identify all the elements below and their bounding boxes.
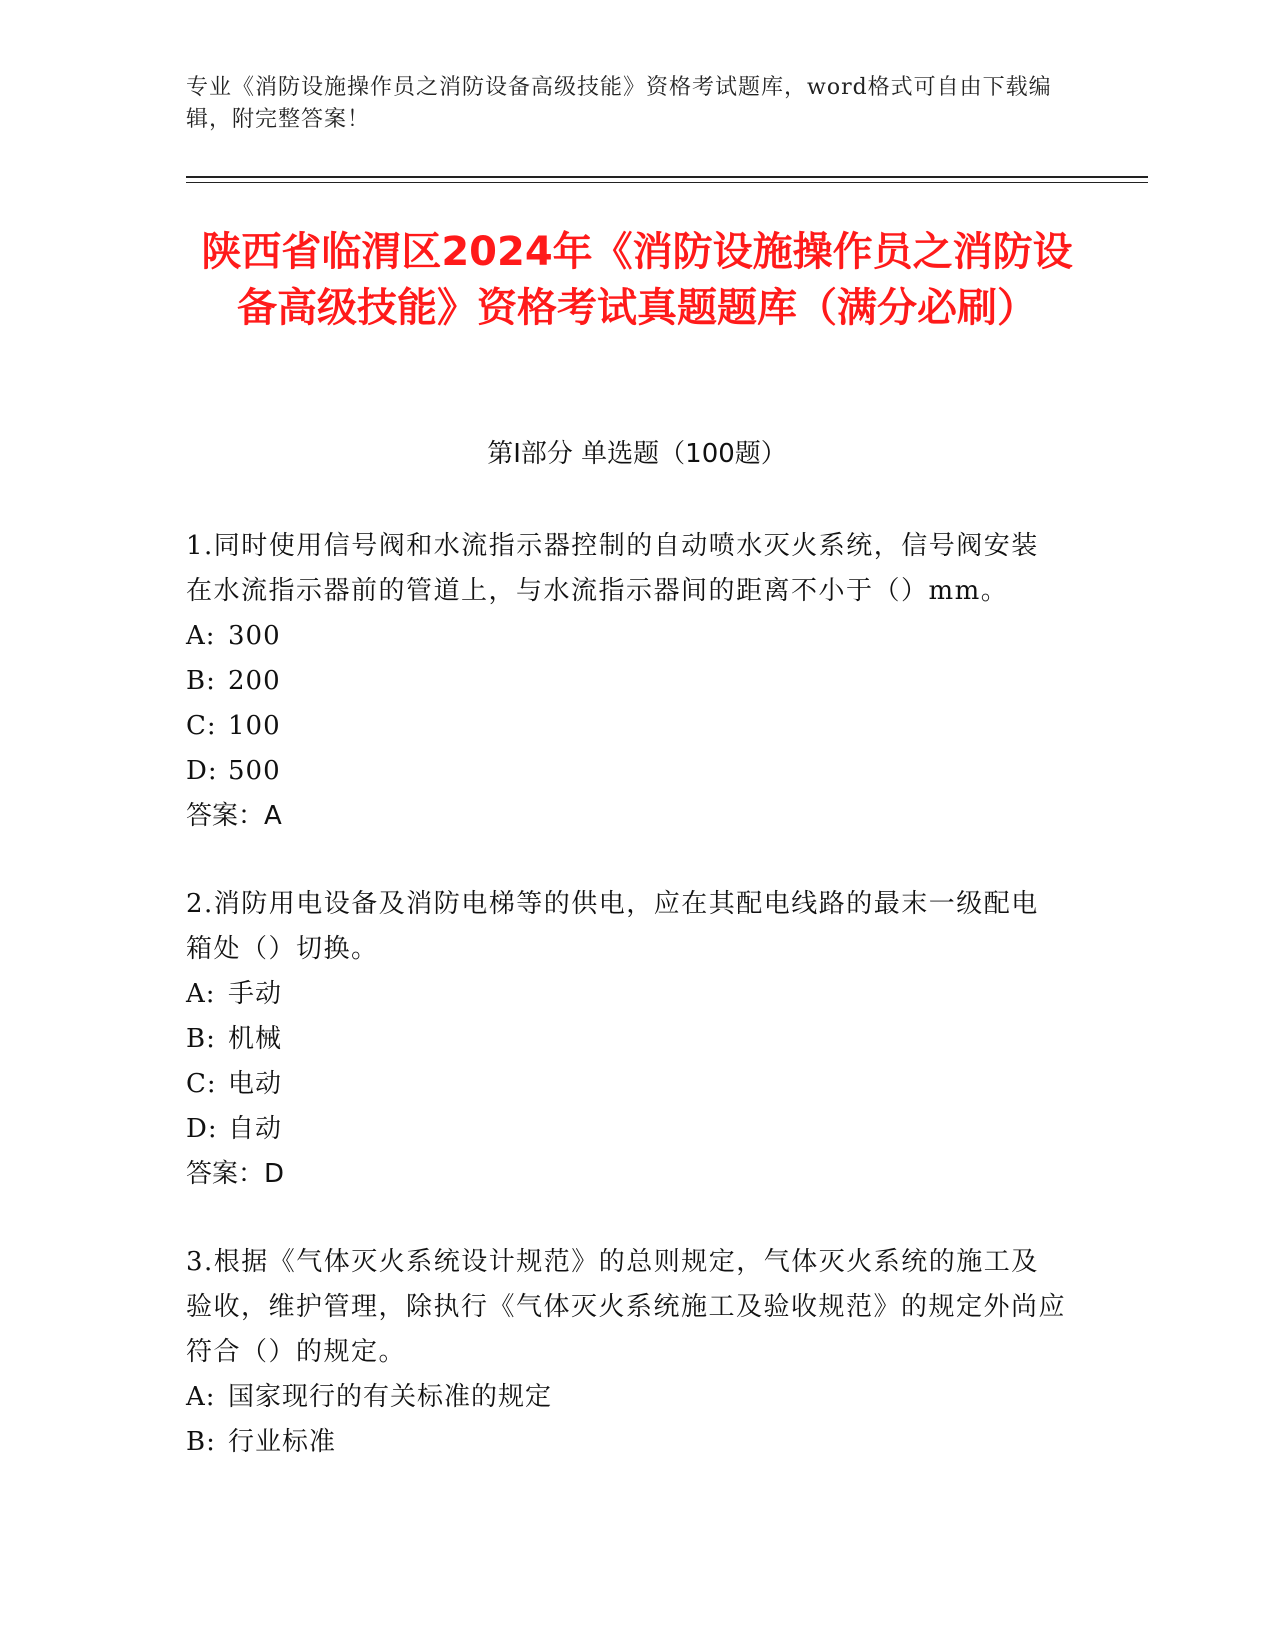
option-letter: C: <box>186 711 217 741</box>
answer-value: D <box>264 1159 285 1189</box>
option-text: 电动 <box>228 1069 283 1099</box>
option-letter: B: <box>186 1024 216 1054</box>
option-text: 100 <box>228 711 281 741</box>
option-text: 自动 <box>228 1114 283 1144</box>
question-list <box>186 524 1066 1508</box>
option-text: 机械 <box>228 1024 283 1054</box>
question-text: 1.同时使用信号阀和水流指示器控制的自动喷水灭火系统，信号阀安装在水流指示器前的管道上，与水流指示器间的距离不小于（）mm。 <box>186 531 1039 606</box>
answer-label: 答案： <box>186 801 265 831</box>
option-letter: A: <box>186 1382 216 1412</box>
answer-option <box>186 1017 1066 1062</box>
document-title: 陕西省临渭区2024年《消防设施操作员之消防设备高级技能》资格考试真题题库（满分必刷） <box>201 229 1073 331</box>
option-letter: A: <box>186 621 216 651</box>
answer-label: 答案： <box>186 1159 265 1189</box>
answer-option <box>186 749 1066 794</box>
question-item <box>186 882 1066 1197</box>
answer-line <box>186 794 1066 839</box>
answer-value: A <box>264 801 282 831</box>
option-text: 300 <box>228 621 281 651</box>
option-text: 500 <box>228 756 281 786</box>
answer-option <box>186 704 1066 749</box>
option-letter: D: <box>186 756 218 786</box>
question-text: 2.消防用电设备及消防电梯等的供电，应在其配电线路的最末一级配电箱处（）切换。 <box>186 889 1039 964</box>
answer-option <box>186 659 1066 704</box>
option-letter: A: <box>186 979 216 1009</box>
header-rule-thick <box>186 176 1148 178</box>
question-item <box>186 1240 1066 1465</box>
option-text: 200 <box>228 666 281 696</box>
option-letter: C: <box>186 1069 217 1099</box>
question-item <box>186 524 1066 839</box>
section-heading: 第I部分 单选题（100题） <box>487 439 787 469</box>
option-letter: B: <box>186 666 216 696</box>
answer-option <box>186 1062 1066 1107</box>
header-note: 专业《消防设施操作员之消防设备高级技能》资格考试题库，word格式可自由下载编辑，附完整答案！ <box>186 75 1052 132</box>
option-text: 国家现行的有关标准的规定 <box>228 1382 553 1412</box>
option-letter: B: <box>186 1427 216 1457</box>
question-text: 3.根据《气体灭火系统设计规范》的总则规定，气体灭火系统的施工及验收，维护管理，除执行《气体灭火系统施工及验收规范》的规定外尚应符合（）的规定。 <box>186 1247 1067 1367</box>
answer-option <box>186 614 1066 659</box>
answer-option <box>186 1375 1066 1420</box>
header-rule-thin <box>186 182 1148 183</box>
option-text: 手动 <box>228 979 283 1009</box>
answer-option <box>186 972 1066 1017</box>
option-text: 行业标准 <box>228 1427 337 1457</box>
option-letter: D: <box>186 1114 218 1144</box>
answer-option <box>186 1420 1066 1465</box>
answer-option <box>186 1107 1066 1152</box>
answer-line <box>186 1152 1066 1197</box>
